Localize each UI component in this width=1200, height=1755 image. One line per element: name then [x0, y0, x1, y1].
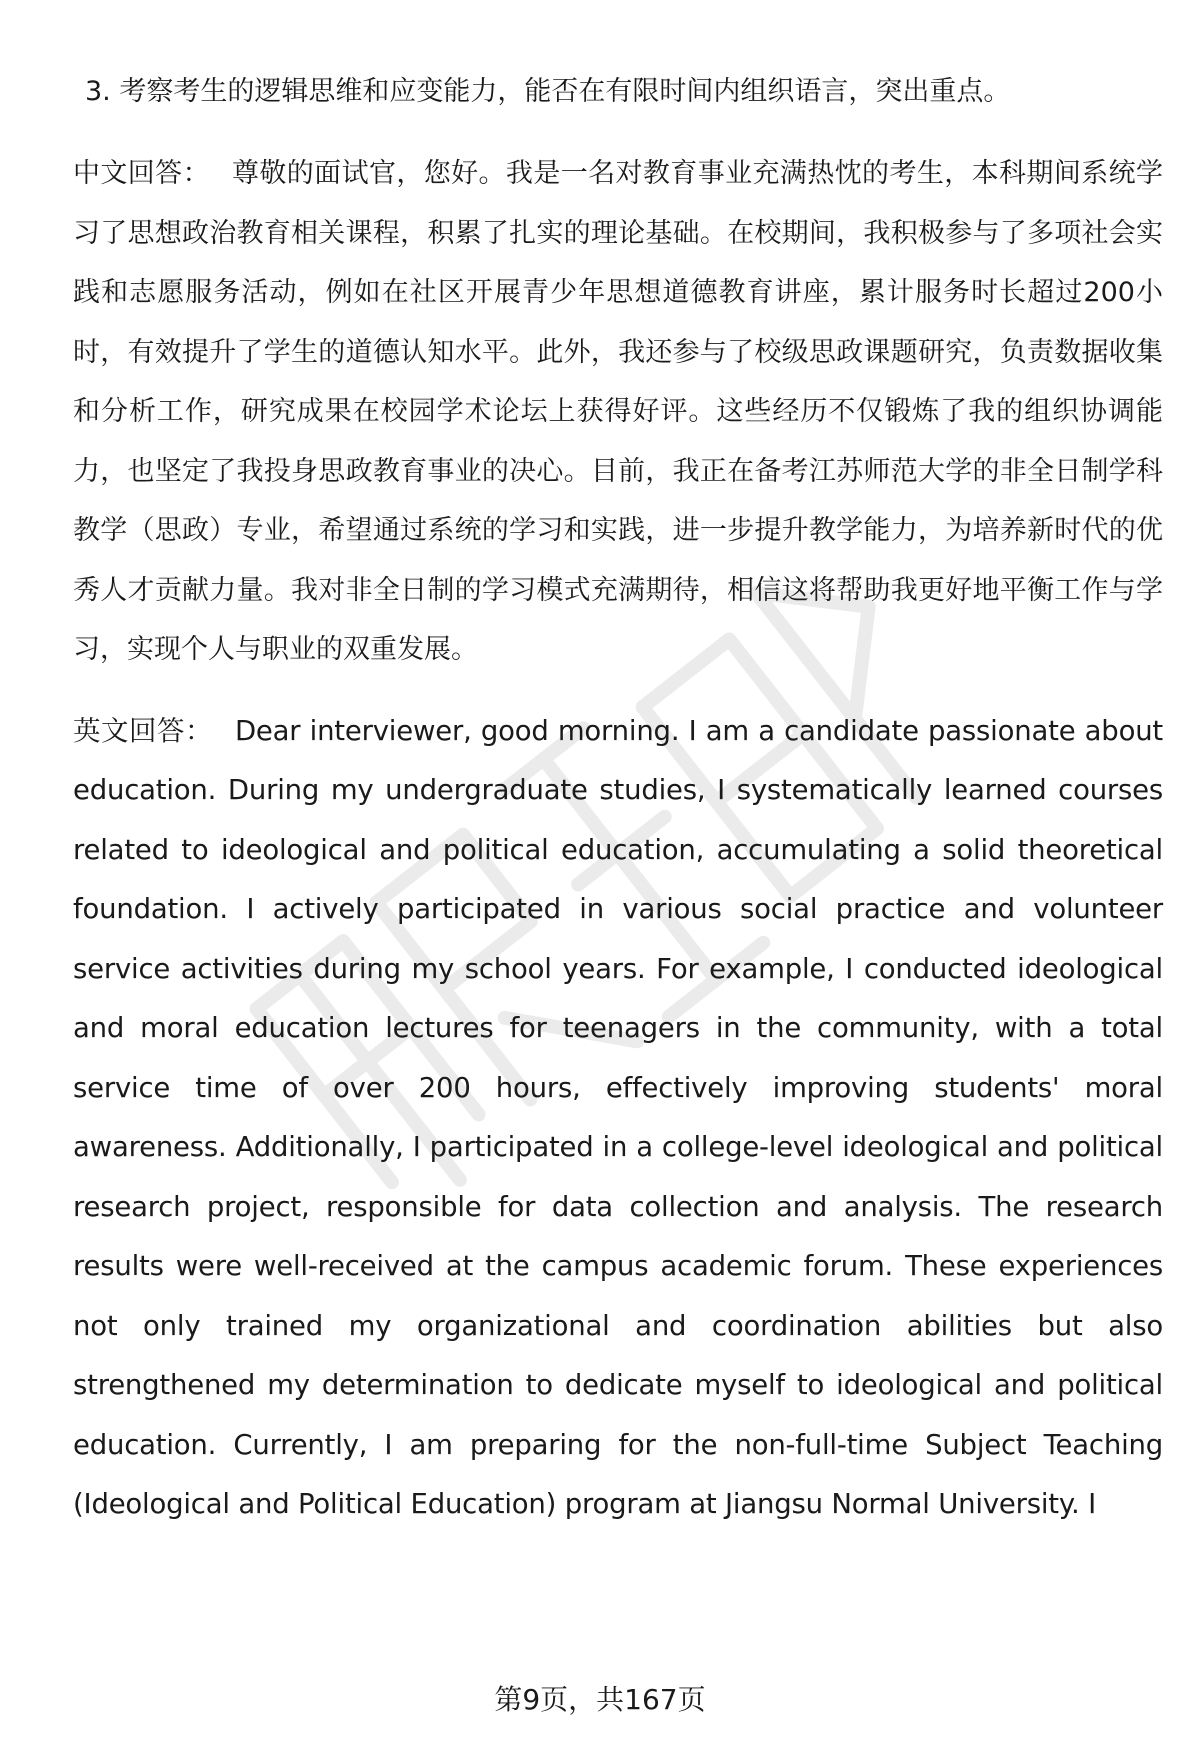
point-3: 3. 考察考生的逻辑思维和应变能力，能否在有限时间内组织语言，突出重点。 [85, 76, 1011, 107]
document-body [73, 72, 1163, 1557]
english-answer-label: 英文回答： [73, 714, 213, 747]
english-answer [73, 702, 1163, 1535]
page-number: 第9页，共167页 [494, 1683, 706, 1716]
chinese-answer-text: 尊敬的面试官，您好。我是一名对教育事业充满热忱的考生，本科期间系统学习了思想政治教育相关课程，积累了扎实的理论基础。在校期间，我积极参与了多项社会实践和志愿服务活动，例如在社区开展青少年思想道德教育讲座，累计服务时长超过200小时，有效提升了学生的道德认知水平。此外，我还参与了校级思政课题研究，负责数据收集和分析工作，研究成果在校园学术论坛上获得好评。这些经历不仅锻炼了我的组织协调能力，也坚定了我投身思政教育事业的决心。目前，我正在备考江苏师范大学的非全日制学科教学（思政）专业，希望通过系统的学习和实践，进一步提升教学能力，为培养新时代的优秀人才贡献力量。我对非全日制的学习模式充满期待，相信这将帮助我更好地平衡工作与学习，实现个人与职业的双重发展。 [73, 158, 1164, 665]
chinese-answer-label: 中文回答： [73, 158, 210, 189]
english-answer-text: Dear interviewer, good morning. I am a candidate passionate about education. During my undergraduate studies, I systematically learned courses related to ideological and political education, accumulating a solid theoretical foundation. I actively participated in various social practice and volunteer service activities during my school years. For example, I conducted ideological and moral education lectures for teenagers in the community, with a total service time of over 200 hours, effectively improving students' moral awareness. Additionally, I participated in a college-level ideological and political research project, responsible for data collection and analysis. The research results were well-received at the campus academic forum. These experiences not only trained my organizational and coordination abilities but also strengthened my determination to dedicate myself to ideological and political education. Currently, I am preparing for the non-full-time Subject Teaching (Ideological and Political Education) program at Jiangsu Normal University. I [73, 714, 1164, 1520]
chinese-answer [73, 144, 1163, 680]
